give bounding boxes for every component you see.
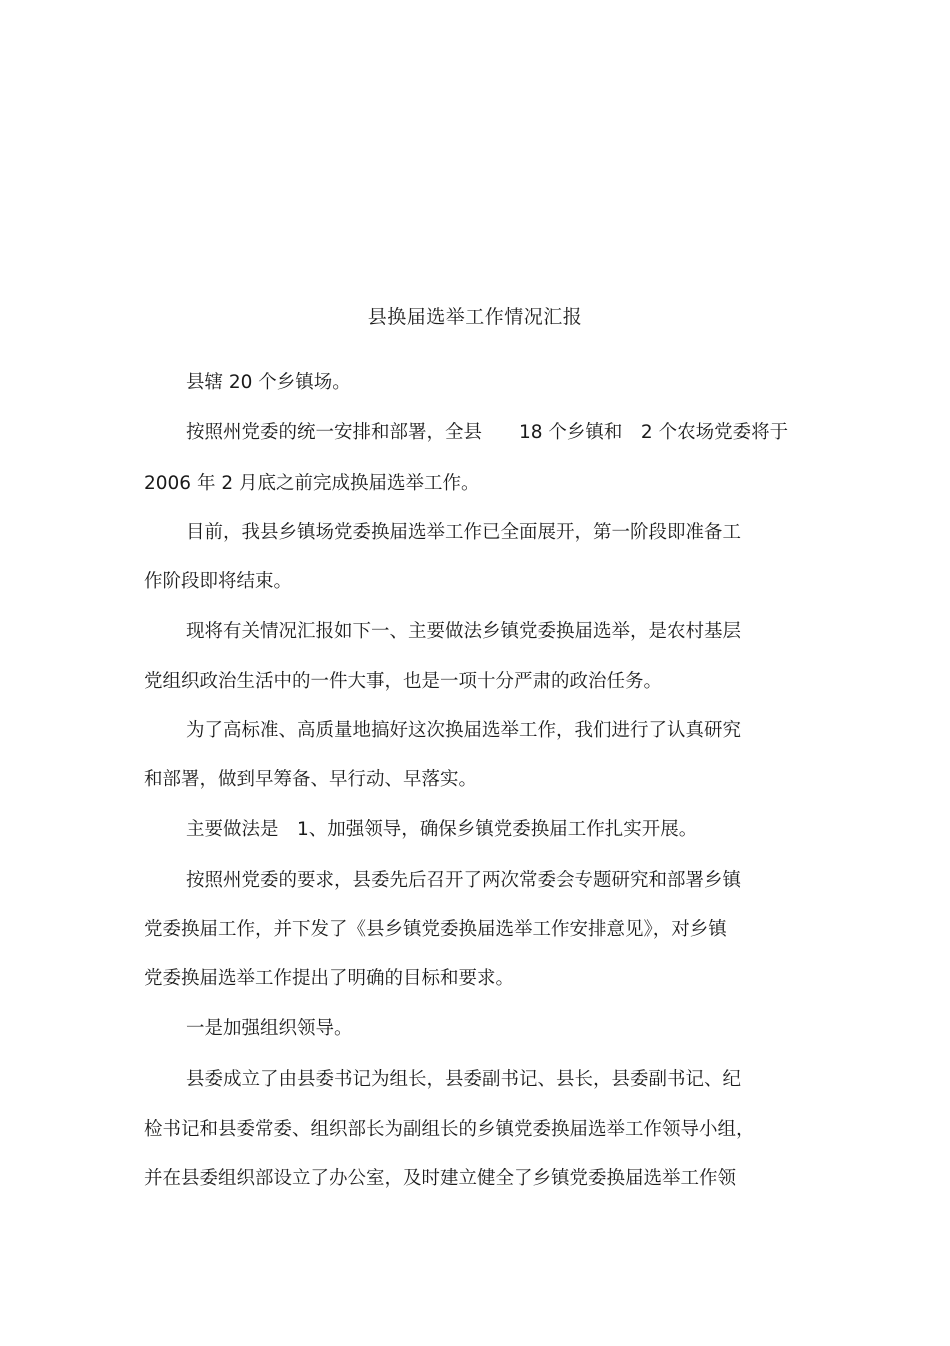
paragraph-line: 党委换届选举工作提出了明确的目标和要求。 xyxy=(144,968,515,989)
paragraph-line: 目前，我县乡镇场党委换届选举工作已全面展开，第一阶段即准备工 xyxy=(186,522,742,543)
paragraph-line: 为了高标准、高质量地搞好这次换届选举工作，我们进行了认真研究 xyxy=(186,720,742,741)
paragraph-line: 按照州党委的要求，县委先后召开了两次常委会专题研究和部署乡镇 xyxy=(186,870,742,891)
paragraph-line: 并在县委组织部设立了办公室，及时建立健全了乡镇党委换届选举工作领 xyxy=(144,1168,737,1189)
paragraph-line: 主要做法是 1、加强领导，确保乡镇党委换届工作扎实开展。 xyxy=(186,819,698,840)
paragraph-line: 检书记和县委常委、组织部长为副组长的乡镇党委换届选举工作领导小组， xyxy=(144,1119,755,1140)
paragraph-line: 县辖 20 个乡镇场。 xyxy=(186,372,351,393)
document-title: 县换届选举工作情况汇报 xyxy=(367,306,583,328)
paragraph-line: 2006 年 2 月底之前完成换届选举工作。 xyxy=(144,473,480,494)
paragraph-line: 按照州党委的统一安排和部署，全县 18 个乡镇和 2 个农场党委将于 xyxy=(186,422,789,443)
paragraph-line: 一是加强组织领导。 xyxy=(186,1018,353,1039)
paragraph-line: 现将有关情况汇报如下一、主要做法乡镇党委换届选举，是农村基层 xyxy=(186,621,742,642)
paragraph-line: 党组织政治生活中的一件大事，也是一项十分严肃的政治任务。 xyxy=(144,671,663,692)
paragraph-line: 县委成立了由县委书记为组长，县委副书记、县长，县委副书记、纪 xyxy=(186,1069,742,1090)
paragraph-line: 和部署，做到早筹备、早行动、早落实。 xyxy=(144,769,478,790)
paragraph-line: 党委换届工作，并下发了《县乡镇党委换届选举工作安排意见》，对乡镇 xyxy=(144,919,727,940)
paragraph-line: 作阶段即将结束。 xyxy=(144,571,293,592)
